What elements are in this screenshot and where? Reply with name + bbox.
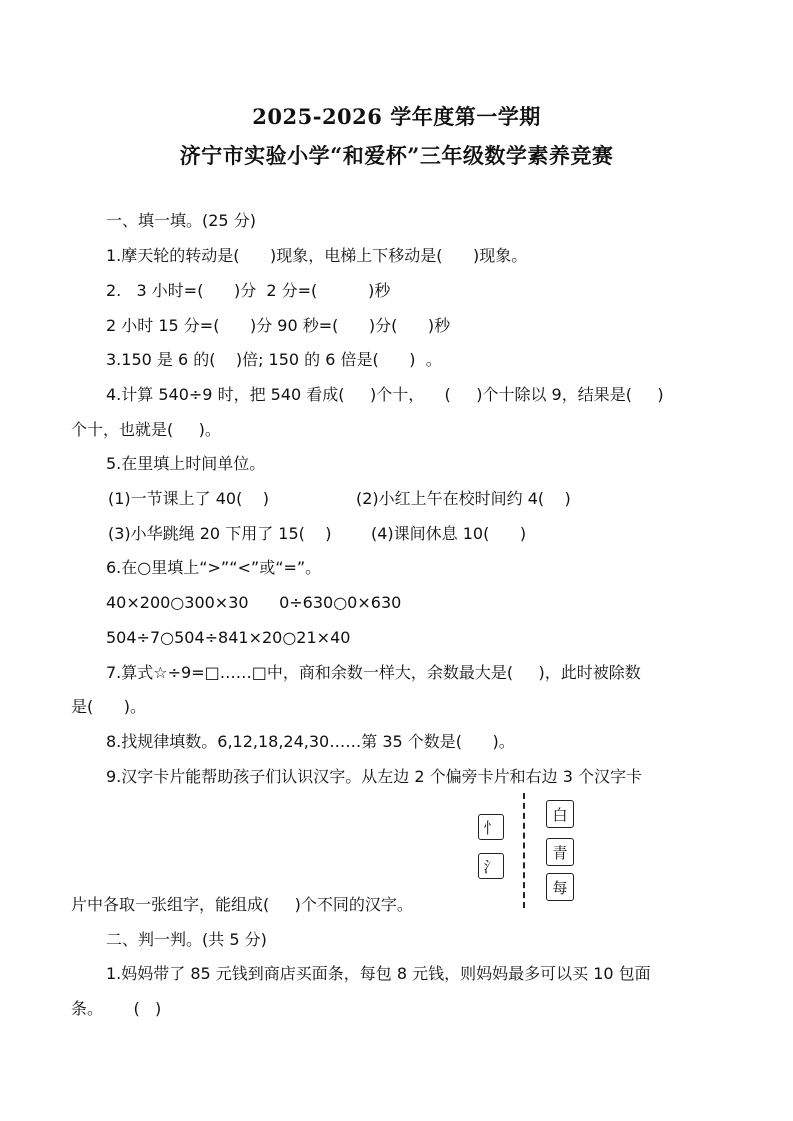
question-9a: 9.汉字卡片能帮助孩子们认识汉字。从左边 2 个偏旁卡片和右边 3 个汉字卡 bbox=[106, 767, 642, 786]
exam-title-line1: 2025-2026 学年度第一学期 bbox=[252, 104, 541, 129]
section1-heading: 一、填一填。(25 分) bbox=[106, 211, 256, 230]
radical-card: 氵 bbox=[478, 853, 504, 879]
question-4b: 个十，也就是( )。 bbox=[71, 420, 221, 439]
question-7b: 是( )。 bbox=[71, 697, 147, 716]
question-4a: 4.计算 540÷9 时，把 540 看成( )个十， ( )个十除以 9，结果是( ) bbox=[106, 385, 664, 404]
question-2b: 2 小时 15 分=( )分 90 秒=( )分( )秒 bbox=[106, 316, 451, 335]
question-6a: 40×200○300×30 0÷630○0×630 bbox=[106, 593, 402, 612]
question-9b: 片中各取一张组字，能组成( )个不同的汉字。 bbox=[71, 895, 413, 914]
judge-1a: 1.妈妈带了 85 元钱到商店买面条，每包 8 元钱，则妈妈最多可以买 10 包面 bbox=[106, 964, 651, 983]
question-6: 6.在○里填上“>”“<”或“=”。 bbox=[106, 558, 322, 577]
question-2a: 2. 3 小时=( )分 2 分=( )秒 bbox=[106, 281, 391, 300]
dashed-divider bbox=[523, 793, 525, 908]
section2-heading: 二、判一判。(共 5 分) bbox=[106, 930, 267, 949]
question-1: 1.摩天轮的转动是( )现象，电梯上下移动是( )现象。 bbox=[106, 246, 528, 265]
question-7a: 7.算式☆÷9=□……□中，商和余数一样大，余数最大是( )，此时被除数 bbox=[106, 663, 641, 682]
character-card: 每 bbox=[546, 873, 574, 901]
question-8: 8.找规律填数。6,12,18,24,30……第 35 个数是( )。 bbox=[106, 732, 515, 751]
question-5-2: (2)小红上午在校时间约 4( ) bbox=[356, 489, 571, 508]
question-5-4: (4)课间休息 10( ) bbox=[371, 524, 527, 543]
radical-card: 忄 bbox=[478, 814, 504, 840]
judge-1b: 条。 ( ) bbox=[71, 999, 162, 1018]
question-5: 5.在里填上时间单位。 bbox=[106, 454, 266, 473]
question-5-1: (1)一节课上了 40( ) bbox=[108, 489, 269, 508]
question-5-3: (3)小华跳绳 20 下用了 15( ) bbox=[108, 524, 332, 543]
question-3: 3.150 是 6 的( )倍; 150 的 6 倍是( ) 。 bbox=[106, 350, 442, 369]
character-card: 白 bbox=[546, 800, 574, 828]
character-card: 青 bbox=[546, 838, 574, 866]
exam-title-line2: 济宁市实验小学“和爱杯”三年级数学素养竞赛 bbox=[179, 143, 614, 168]
question-6b: 504÷7○504÷841×20○21×40 bbox=[106, 628, 351, 647]
